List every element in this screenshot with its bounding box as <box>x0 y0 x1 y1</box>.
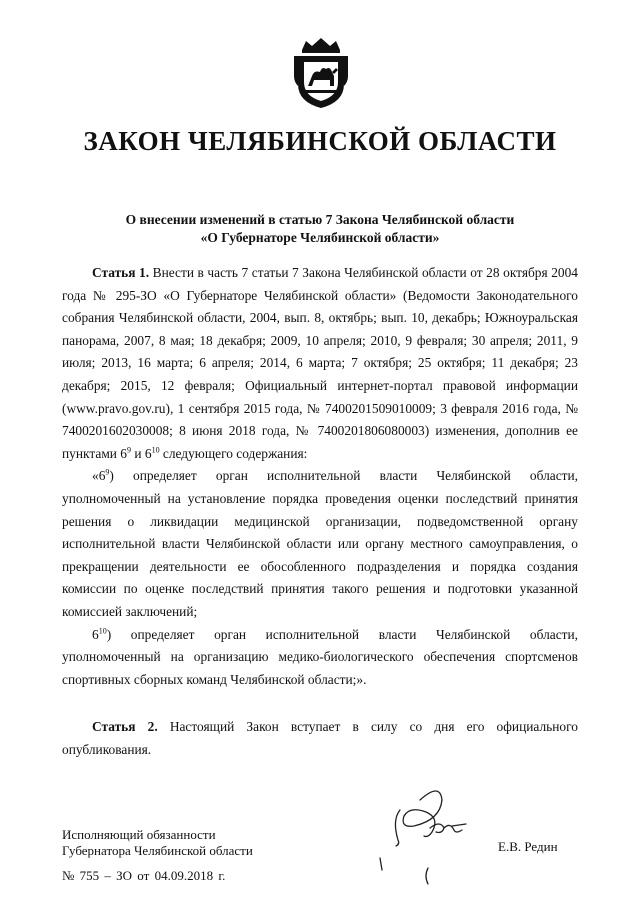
article-2 <box>62 716 578 761</box>
subject-line-1: О внесении изменений в статью 7 Закона Челябинской области <box>125 212 515 227</box>
law-subject <box>0 211 640 247</box>
point-6-10 <box>62 624 578 692</box>
law-number: № 755 – ЗО от 04.09.2018 г. <box>62 868 226 883</box>
point-6-9-sup: 9 <box>105 467 110 477</box>
signer-position-line-1: Исполняющий обязанности <box>62 827 216 842</box>
article-1-sup-a: 9 <box>127 445 131 455</box>
point-6-10-sup: 10 <box>98 626 107 636</box>
point-6-9-text: ) определяет орган исполнительной власти Челябинской области, уполномоченный на установление порядка проведения оценки последствий принятия решения о ликвидации медицинской организации, подведомственной органу исполнительной власти Челябинской области или органу местного самоуправления, о прекращении деятельности ее обособленного подразделения и порядка создания комиссии по оценке последствий принятия такого решения и подготовки указанной комиссией заключений; <box>62 468 578 619</box>
point-6-10-prefix: 6 <box>92 626 99 642</box>
point-6-9 <box>62 465 578 623</box>
article-1-text-c: следующего содержания: <box>159 445 308 461</box>
article-1-label: Статья 1. <box>92 265 150 280</box>
law-body <box>62 262 578 761</box>
law-title: ЗАКОН ЧЕЛЯБИНСКОЙ ОБЛАСТИ <box>83 126 557 156</box>
handwritten-signature <box>370 780 490 890</box>
article-1-text-a: Внести в часть 7 статьи 7 Закона Челябинской области от 28 октября 2004 года № 295-ЗО «О Губернаторе Челябинской области» (Ведомости Законодательного собрания Челябинской области, 2004, вып. 8, октябрь; вып. 10, декабрь; Южноуральская панорама, 2007, 8 мая; 18 декабря; 2009, 10 апреля; 2010, 9 февраля; 30 апреля; 2011, 9 июля; 2013, 16 марта; 6 апреля; 2014, 6 марта; 7 октября; 25 октября; 11 декабря; 23 декабря; 2015, 12 февраля; Официальный интернет-портал правовой информации (www.pravo.gov.ru), 1 сентября 2015 года, № 7400201509010009; 3 февраля 2016 года, № 7400201602030008; 8 июня 2018 года, № 7400201806080003) изменения, дополнив ее пунктами 6 <box>62 265 578 461</box>
article-1 <box>62 262 578 465</box>
chelyabinsk-coat-of-arms-icon <box>292 36 350 110</box>
article-1-text-b: и 6 <box>131 445 152 461</box>
point-6-9-prefix: «6 <box>92 468 106 484</box>
signer-position-line-2: Губернатора Челябинской области <box>62 843 253 858</box>
signer-name: Е.В. Редин <box>498 839 558 854</box>
article-2-label: Статья 2. <box>92 719 158 735</box>
subject-line-2: «О Губернаторе Челябинской области» <box>200 230 440 245</box>
signer-position <box>62 827 253 859</box>
point-6-10-text: ) определяет орган исполнительной власти Челябинской области, уполномоченный на организацию медико-биологического обеспечения спортсменов спортивных сборных команд Челябинской области;». <box>62 626 578 687</box>
article-2-text: Настоящий Закон вступает в силу со дня его официального опубликования. <box>62 719 578 757</box>
article-1-sup-b: 10 <box>151 445 160 455</box>
